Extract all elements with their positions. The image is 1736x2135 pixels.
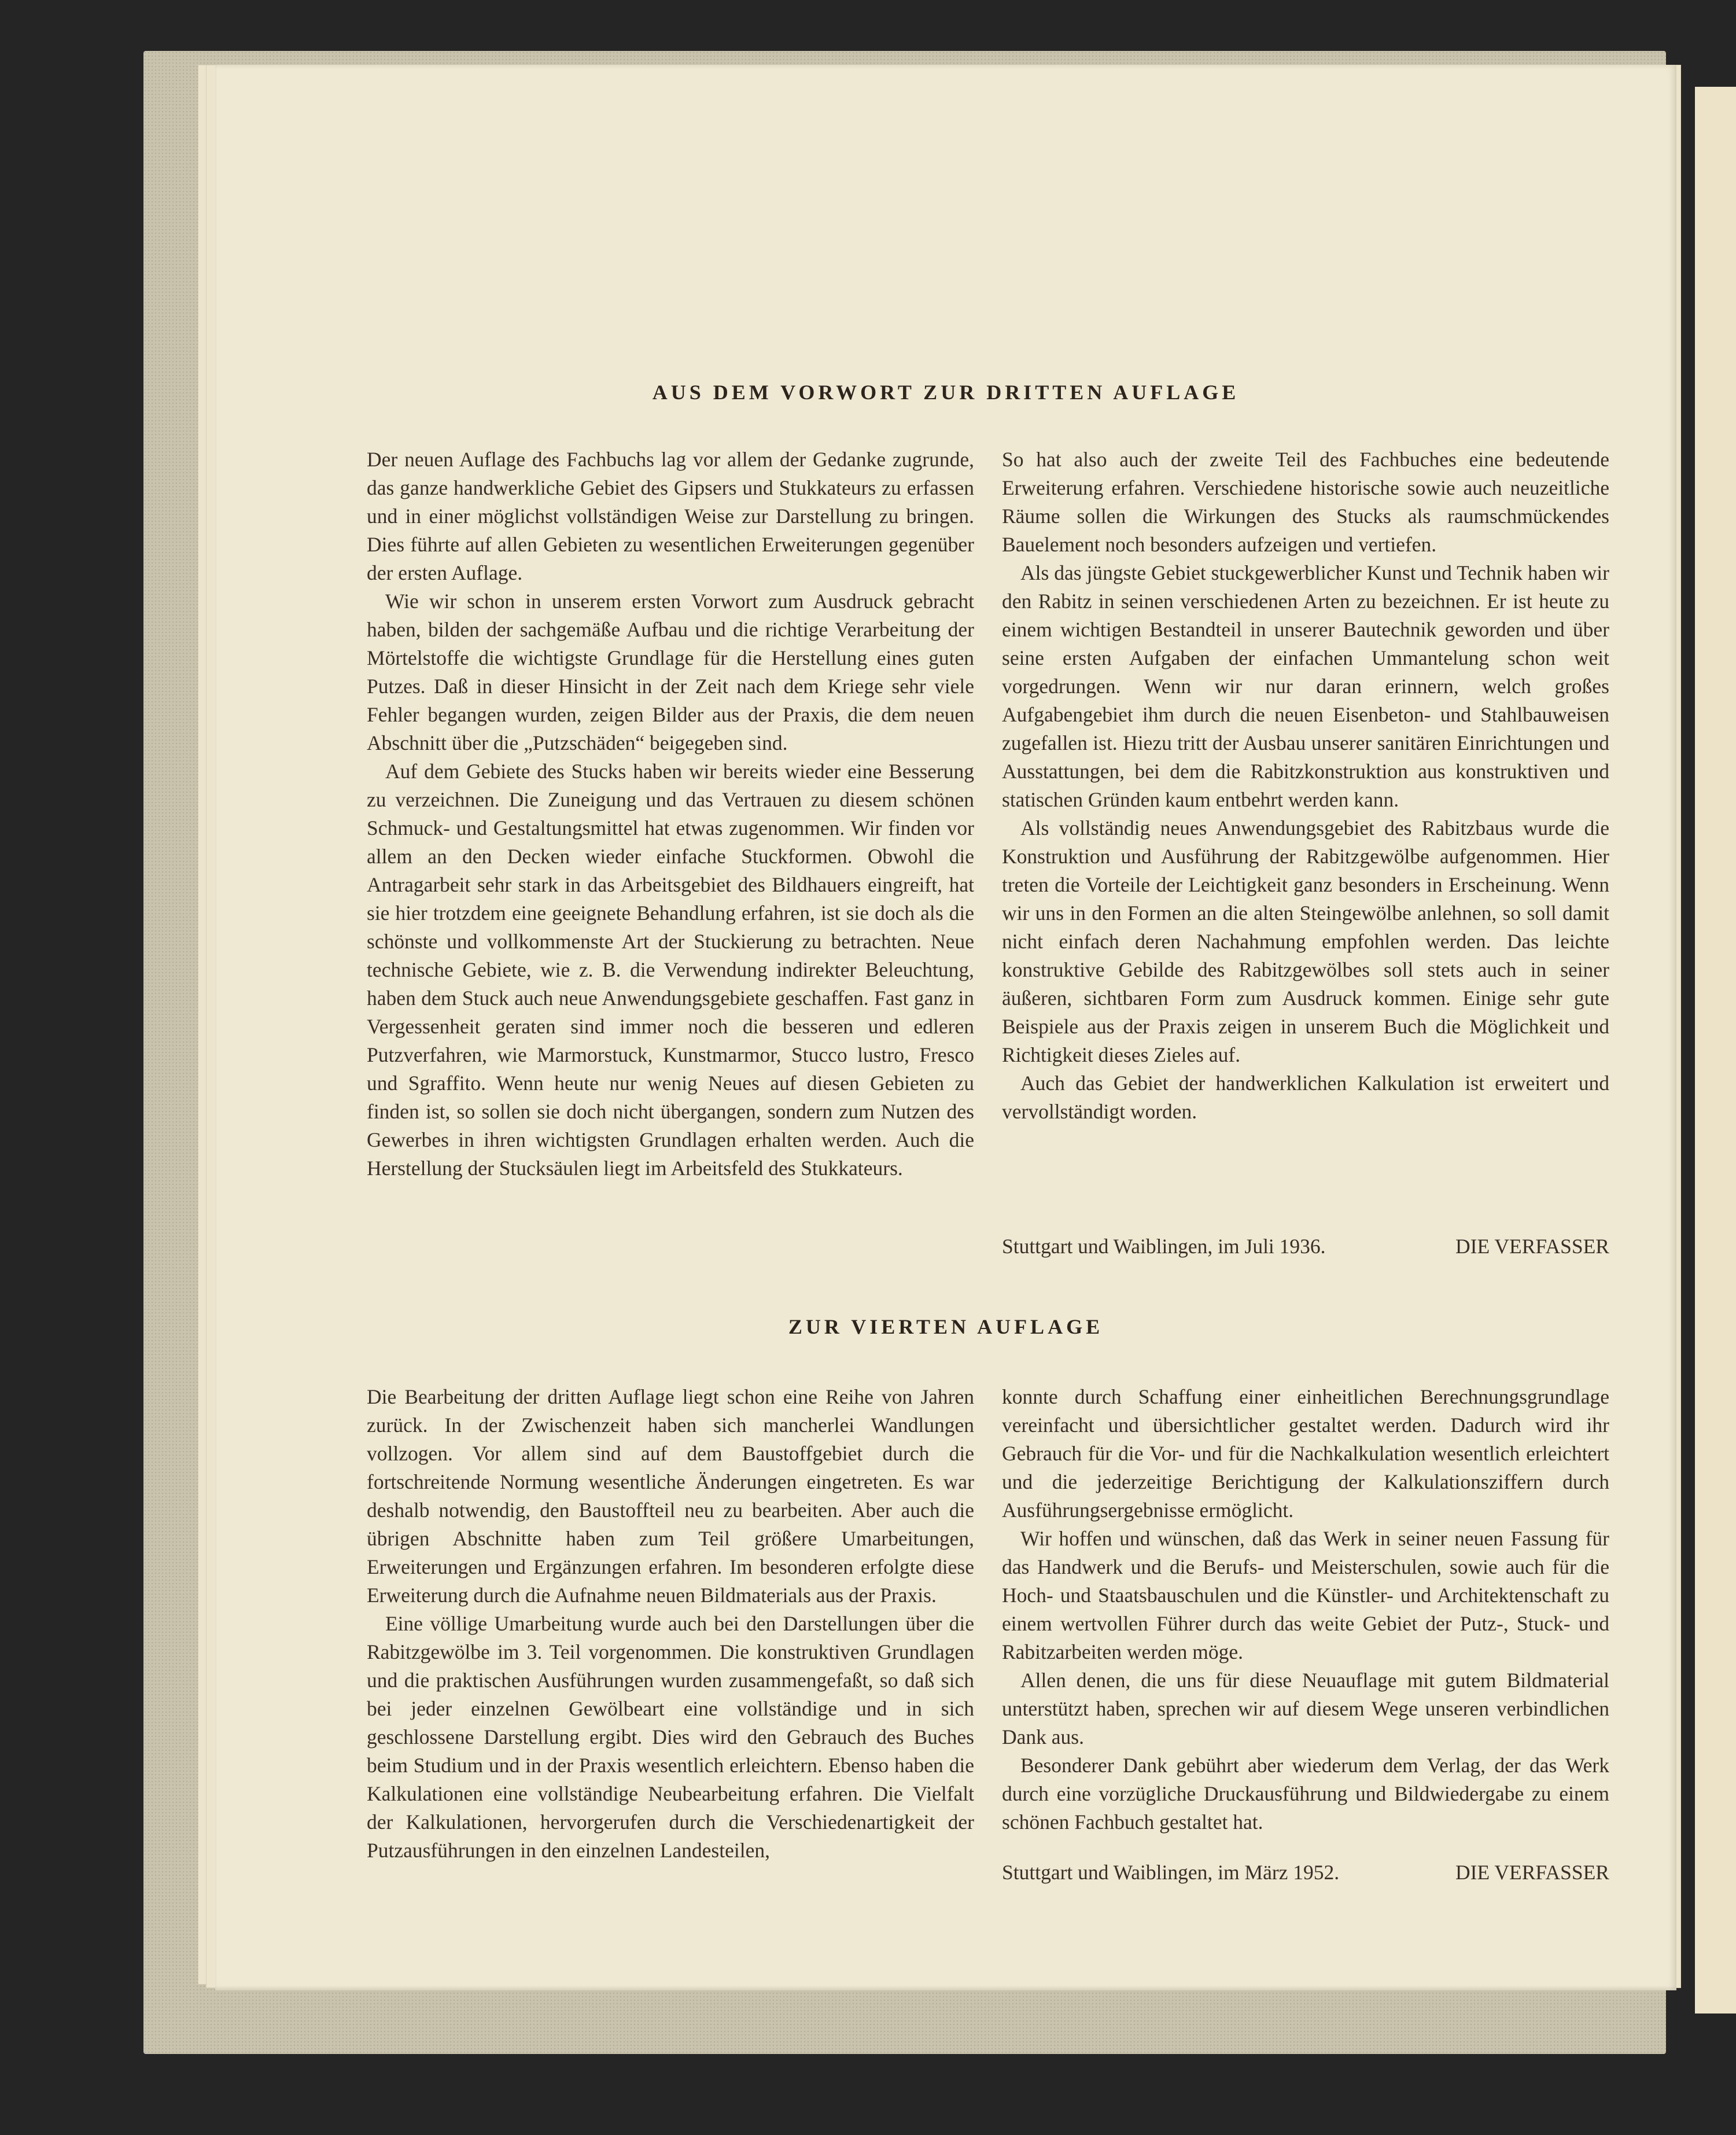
paragraph: Besonderer Dank gebührt aber wiederum dem Verlag, der das Werk durch eine vorzügliche Druckausführung und Bildwiedergabe zu einem schönen Fachbuch gestaltet hat. xyxy=(1002,1754,1609,1834)
signature-authors: DIE VERFASSER xyxy=(1455,1861,1609,1884)
next-page-edge xyxy=(1695,87,1736,2013)
paragraph: Eine völlige Umarbeitung wurde auch bei den Darstellungen über die Rabitzgewölbe im 3. Teil vorgenommen. Die konstruktiven Grundlagen und die praktischen Ausführungen wurden zusammengefaßt, so daß sich bei jeder einzelnen Gewölbeart eine vollständige und in sich geschlossene Darstellung ergibt. Dies wird den Gebrauch des Buches beim Studium und in der Praxis wesentlich erleichtern. Ebenso haben die Kalkulationen eine vollständige Neubearbeitung erfahren. Die Vielfalt der Kalkulationen, hervorgerufen durch die Verschiedenartigkeit der Putzausführungen in den einzelnen Landesteilen, xyxy=(367,1612,974,1862)
paragraph: Der neuen Auflage des Fachbuchs lag vor allem der Gedanke zugrunde, das ganze handwerkliche Gebiet des Gipsers und Stukkateurs zu erfassen und in einer möglichst vollständigen Weise zur Darstellung zu bringen. Dies führte auf allen Gebieten zu wesentlichen Erweiterungen gegenüber der ersten Auflage. xyxy=(367,448,974,584)
section-title-third-edition: AUS DEM VORWORT ZUR DRITTEN AUFLAGE xyxy=(652,381,1240,404)
section1-right-column xyxy=(1002,446,1609,1126)
paragraph: Allen denen, die uns für diese Neuauflage mit gutem Bildmaterial unterstützt haben, sprechen wir auf diesem Wege unseren verbindlichen Dank aus. xyxy=(1002,1669,1609,1749)
signature-line xyxy=(1002,1858,1609,1887)
signature-place-date: Stuttgart und Waiblingen, im Juli 1936. xyxy=(1002,1235,1326,1258)
paragraph: Auch das Gebiet der handwerklichen Kalkulation ist erweitert und vervollständigt worden. xyxy=(1002,1072,1609,1123)
paragraph: Die Bearbeitung der dritten Auflage liegt schon eine Reihe von Jahren zurück. In der Zwischenzeit haben sich mancherlei Wandlungen vollzogen. Vor allem sind auf dem Baustoffgebiet durch die fortschreitende Normung wesentliche Änderungen eingetreten. Es war deshalb notwendig, den Baustoffteil neu zu bearbeiten. Aber auch die übrigen Abschnitte haben zum Teil größere Umarbeitungen, Erweiterungen und Ergänzungen erfahren. Im besonderen erfolgte diese Erweiterung durch die Aufnahme neuen Bildmaterials aus der Praxis. xyxy=(367,1385,974,1607)
paragraph: Als vollständig neues Anwendungsgebiet des Rabitzbaus wurde die Konstruktion und Ausführung der Rabitzgewölbe aufgenommen. Hier treten die Vorteile der Leichtigkeit ganz besonders in Erscheinung. Wenn wir uns in den Formen an die alten Steingewölbe anlehnen, so soll damit nicht einfach deren Nachahmung empfohlen werden. Das leichte konstruktive Gebilde des Rabitzgewölbes soll stets auch in seiner äußeren, sichtbaren Form zum Ausdruck kommen. Einige sehr gute Beispiele aus der Praxis zeigen in unserem Buch die Möglichkeit und Richtigkeit dieses Zieles auf. xyxy=(1002,816,1609,1066)
book-page xyxy=(215,65,1676,1990)
signature-line xyxy=(1002,1232,1609,1261)
paragraph: konnte durch Schaffung einer einheitlichen Berechnungsgrundlage vereinfacht und übersichtlicher gestaltet werden. Dadurch wird ihr Gebrauch für die Vor- und für die Nachkalkulation wesentlich erleichtert und die jederzeitige Berichtigung der Kalkulationsziffern durch Ausführungsergebnisse ermöglicht. xyxy=(1002,1385,1609,1522)
section1-left-column xyxy=(367,446,974,1183)
signature-place-date: Stuttgart und Waiblingen, im März 1952. xyxy=(1002,1861,1340,1884)
section2-right-column xyxy=(1002,1383,1609,1836)
paragraph: Wir hoffen und wünschen, daß das Werk in seiner neuen Fassung für das Handwerk und die Berufs- und Meisterschulen, sowie auch für die Hoch- und Staatsbauschulen und die Künstler- und Architektenschaft zu einem wertvollen Führer durch das weite Gebiet der Putz-, Stuck- und Rabitzarbeiten werden möge. xyxy=(1002,1527,1609,1663)
section2-left-column xyxy=(367,1383,974,1865)
paragraph: Wie wir schon in unserem ersten Vorwort zum Ausdruck gebracht haben, bilden der sachgemäße Aufbau und die richtige Verarbeitung der Mörtelstoffe die wichtigste Grundlage für die Herstellung eines guten Putzes. Daß in dieser Hinsicht in der Zeit nach dem Kriege sehr viele Fehler begangen wurden, zeigen Bilder aus der Praxis, die dem neuen Abschnitt über die „Putzschäden“ beigegeben sind. xyxy=(367,590,974,754)
signature-authors: DIE VERFASSER xyxy=(1455,1235,1609,1258)
section-title-fourth-edition: ZUR VIERTEN AUFLAGE xyxy=(788,1315,1104,1338)
paragraph: Auf dem Gebiete des Stucks haben wir bereits wieder eine Besserung zu verzeichnen. Die Zuneigung und das Vertrauen zu diesem schönen Schmuck- und Gestaltungsmittel hat etwas zugenommen. Wir finden vor allem an den Decken wieder einfache Stuckformen. Obwohl die Antragarbeit sehr stark in das Arbeitsgebiet des Bildhauers eingreift, hat sie hier trotzdem eine geeignete Behandlung erfahren, ist sie doch als die schönste und vollkommenste Art der Stuckierung zu betrachten. Neue technische Gebiete, wie z. B. die Verwendung indirekter Beleuchtung, haben dem Stuck auch neue Anwendungsgebiete geschaffen. Fast ganz in Vergessenheit geraten sind immer noch die besseren und edleren Putzverfahren, wie Marmorstuck, Kunstmarmor, Stucco lustro, Fresco und Sgraffito. Wenn heute nur wenig Neues auf diesen Gebieten zu finden ist, so sollen sie doch nicht übergangen, sondern zum Nutzen des Gewerbes in ihren wichtigsten Grundlagen erhalten werden. Auch die Herstellung der Stucksäulen liegt im Arbeitsfeld des Stukkateurs. xyxy=(367,760,974,1180)
paragraph: Als das jüngste Gebiet stuckgewerblicher Kunst und Technik haben wir den Rabitz in seinen verschiedenen Arten zu bezeichnen. Er ist heute zu einem wichtigen Bestandteil in unserer Bautechnik geworden und über seine ersten Aufgaben der einfachen Ummantelung schon weit vorgedrungen. Wenn wir nur daran erinnern, welch großes Aufgabengebiet ihm durch die neuen Eisenbeton- und Stahlbauweisen zugefallen ist. Hiezu tritt der Ausbau unserer sanitären Einrichtungen und Ausstattungen, bei dem die Rabitzkonstruktion aus konstruktiven und statischen Gründen kaum entbehrt werden kann. xyxy=(1002,561,1609,811)
paragraph: So hat also auch der zweite Teil des Fachbuches eine bedeutende Erweiterung erfahren. Verschiedene historische sowie auch neuzeitliche Räume sollen die Wirkungen des Stucks als raumschmückendes Bauelement noch besonders aufzeigen und vertiefen. xyxy=(1002,448,1609,556)
